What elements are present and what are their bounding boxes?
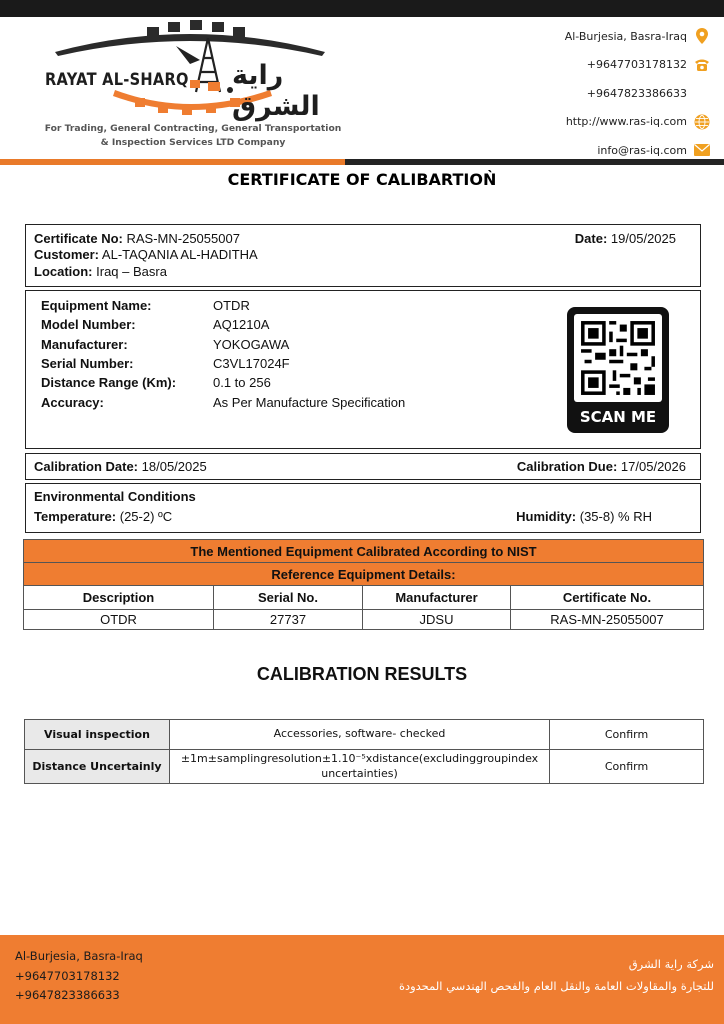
- table-cell: 27737: [214, 610, 363, 630]
- column-header: Certificate No.: [511, 586, 704, 610]
- company-tagline-line-1: For Trading, General Contracting, General Transportation: [44, 123, 342, 134]
- humidity: (35-8) % RH: [579, 509, 652, 524]
- mail-icon: [694, 142, 710, 158]
- contact-address: [450, 22, 710, 51]
- certificate-title: CERTIFICATE OF CALIBARTIОǸ: [227, 170, 497, 189]
- calibration-results-table: [24, 719, 704, 784]
- footer-contact: [15, 947, 143, 1006]
- calibration-due: 17/05/2026: [620, 459, 686, 474]
- model-number: AQ1210A: [213, 317, 270, 332]
- result-item: Distance Uncertainly: [25, 750, 170, 784]
- customer-name: AL-TAQANIA AL-HADITHA: [101, 247, 258, 262]
- reference-details-band: Reference Equipment Details:: [24, 563, 704, 586]
- equipment-box: [25, 290, 701, 449]
- reference-equipment-table: [23, 539, 704, 630]
- contact-address-text: Al-Burjesia, Basra-Iraq: [564, 29, 687, 43]
- company-tagline-line-2: & Inspection Services LTD Company: [100, 137, 286, 148]
- qr-code[interactable]: [567, 307, 669, 433]
- company-name-en: RAYAT AL-SHARQ: [45, 70, 189, 90]
- column-header: Manufacturer: [363, 586, 511, 610]
- result-item: Visual inspection: [25, 720, 170, 750]
- location-row: Location: Iraq – Basra: [34, 264, 167, 279]
- environment-heading: Environmental Conditions: [34, 489, 196, 504]
- table-cell: JDSU: [363, 610, 511, 630]
- result-detail: Accessories, software- checked: [170, 720, 550, 750]
- table-cell: RAS-MN-25055007: [511, 610, 704, 630]
- page-footer: [0, 935, 724, 1024]
- globe-icon: [694, 114, 710, 130]
- contact-website: [450, 108, 710, 137]
- footer-arabic-line-2: للتجارة والمقاولات العامة والنقل العام والفحص الهندسي المحدودة: [398, 979, 714, 993]
- distance-range: 0.1 to 256: [213, 375, 271, 390]
- header-contacts: [450, 22, 710, 165]
- footer-address: Al-Burjesia, Basra-Iraq: [15, 949, 143, 963]
- contact-email-text: info@ras-iq.com: [597, 143, 687, 157]
- nist-band: The Mentioned Equipment Calibrated According to NIST: [24, 540, 704, 563]
- certificate-info-box: [25, 224, 701, 287]
- calibration-results-title: CALIBRATION RESULTS: [256, 664, 468, 684]
- contact-phone-2-text: +9647823386633: [586, 86, 687, 100]
- humidity-row: Humidity: (35-8) % RH: [516, 509, 652, 524]
- result-status: Confirm: [550, 720, 704, 750]
- result-detail: ±1m±samplingresolution±1.10⁻⁵xdistance(excludinggroupindex uncertainties): [170, 750, 550, 784]
- temperature: (25-2) ºC: [119, 509, 173, 524]
- distance-range-label: Distance Range (Km):: [41, 375, 177, 390]
- location: Iraq – Basra: [96, 264, 167, 279]
- contact-phone-2: [450, 79, 710, 108]
- accuracy-label: Accuracy:: [41, 395, 104, 410]
- serial-number-label: Serial Number:: [41, 356, 134, 371]
- equipment-name-label: Equipment Name:: [41, 298, 152, 313]
- table-row: [25, 720, 704, 750]
- equipment-name: OTDR: [213, 298, 250, 313]
- manufacturer: YOKOGAWA: [213, 337, 290, 352]
- header-divider-orange: [0, 159, 345, 165]
- table-cell: OTDR: [24, 610, 214, 630]
- company-logo: [40, 20, 360, 155]
- calibration-date: 18/05/2025: [141, 459, 207, 474]
- header-divider-dark: [345, 159, 724, 165]
- calibration-date-row: Calibration Date: 18/05/2025: [34, 459, 207, 474]
- scan-me-label: SCAN ME: [579, 408, 657, 426]
- environment-box: [25, 483, 701, 533]
- footer-phone-1: +9647703178132: [15, 968, 120, 983]
- customer-row: Customer: AL-TAQANIA AL-HADITHA: [34, 247, 258, 262]
- contact-phone-1: [450, 51, 710, 80]
- table-row: [25, 750, 704, 784]
- accuracy: As Per Manufacture Specification: [213, 395, 406, 410]
- serial-number: C3VL17024F: [213, 356, 290, 371]
- footer-arabic-line-1: شركة راية الشرق: [628, 957, 714, 971]
- temperature-row: Temperature: (25-2) ºC: [34, 509, 173, 524]
- certificate-date-row: Date: 19/05/2025: [574, 231, 676, 246]
- qr-pattern: [574, 314, 662, 402]
- result-status: Confirm: [550, 750, 704, 784]
- top-dark-bar: [0, 0, 724, 17]
- contact-phone-1-text: +9647703178132: [586, 58, 687, 72]
- column-header: Description: [24, 586, 214, 610]
- contact-website-text: http://www.ras-iq.com: [565, 115, 687, 129]
- reference-header-row: [24, 586, 704, 610]
- column-header: Serial No.: [214, 586, 363, 610]
- footer-phone-2: +9647823386633: [15, 988, 120, 1002]
- certificate-number-row: Certificate No: RAS-MN-25055007: [34, 231, 240, 246]
- qr-code-icon: [574, 314, 662, 402]
- model-number-label: Model Number:: [41, 317, 136, 332]
- certificate-date: 19/05/2025: [610, 231, 676, 246]
- footer-arabic: [399, 953, 714, 997]
- certificate-number: RAS-MN-25055007: [126, 231, 240, 246]
- phone-icon: [694, 57, 710, 73]
- manufacturer-label: Manufacturer:: [41, 337, 128, 352]
- company-name-ar: راية الشرق: [232, 60, 320, 122]
- calibration-due-row: Calibration Due: 17/05/2026: [516, 459, 686, 474]
- table-row: [24, 610, 704, 630]
- calibration-dates-box: [25, 453, 701, 480]
- location-pin-icon: [694, 28, 710, 44]
